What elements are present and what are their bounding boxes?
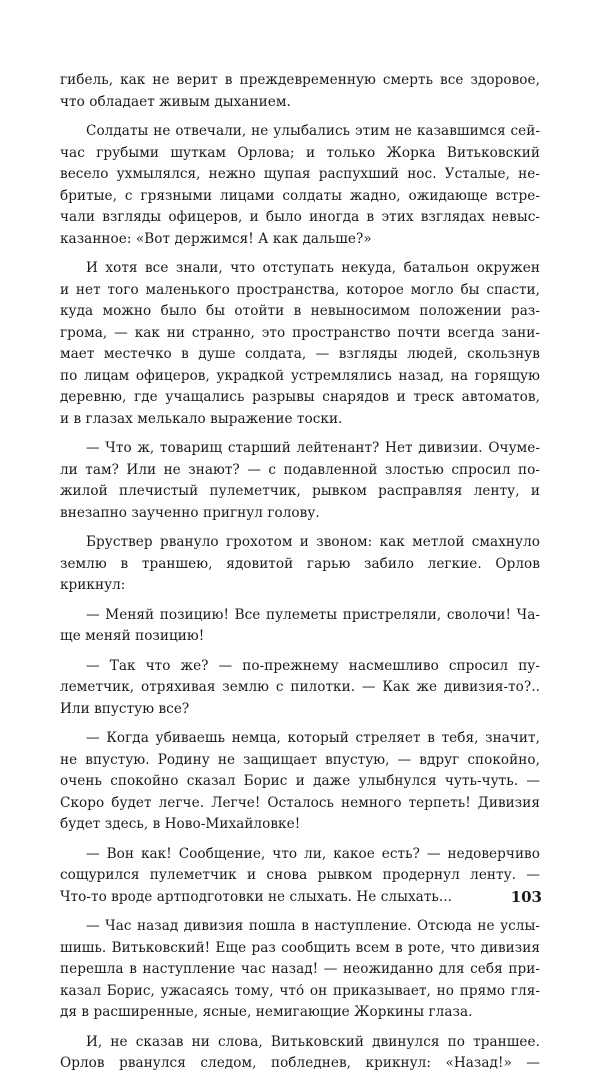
text-line: леметчик, отряхивая землю с пилотки. — Как же дивизия-то?.. — [60, 679, 540, 695]
text-line: Орлов рванулся следом, побледнев, крикнул: «Назад!» — — [60, 1055, 540, 1071]
text-line: — Что ж, товарищ старший лейтенант? Нет дивизии. Очуме- — [86, 440, 540, 456]
text-line: ще меняй позицию! — [60, 628, 205, 644]
text-line: и нет того маленького пространства, которое могло бы спасти, — [60, 281, 540, 298]
paragraph — [60, 844, 540, 909]
text-line: чали взгляды офицеров, и было иногда в этих взглядах невыс- — [60, 209, 540, 225]
text-line: Что-то вроде артподготовки не слыхать. Не слыхать... — [60, 888, 452, 905]
text-line: час грубыми шуткам Орлова; и только Жорка Витьковский — [60, 144, 540, 161]
text-line: Бруствер рвануло грохотом и звоном: как метлой смахнуло — [86, 534, 540, 550]
paragraph — [60, 728, 540, 836]
text-line: и в глазах мелькало выражение тоски. — [60, 410, 343, 427]
text-line: сощурился пулеметчик и снова рывком продернул ленту. — — [60, 867, 540, 883]
text-line: ли там? Или не знают? — с подавленной злостью спросил по- — [60, 461, 540, 478]
text-line: — Так что же? — по-прежнему насмешливо спросил пу- — [86, 657, 540, 674]
text-line: Солдаты не отвечали, не улыбались этим не казавшимся сей- — [86, 123, 540, 139]
text-line: очень спокойно сказал Борис и даже улыбнулся чуть-чуть. — — [60, 773, 540, 789]
text-line: землю в траншею, ядовитой гарью забило легкие. Орлов — [60, 555, 540, 572]
text-line: бритые, с грязными лицами солдаты жадно, ожидающе встре- — [60, 187, 540, 204]
text-line: будет здесь, в Ново-Михайловке! — [60, 816, 301, 832]
text-line: — Вон как! Сообщение, что ли, какое есть? — недоверчиво — [86, 845, 540, 862]
text-line: не впустую. Родину не защищает впустую, — вдруг спокойно, — [60, 751, 540, 768]
text-line: Скоро будет легче. Легче! Осталось немного терпеть! Дивизия — [60, 794, 540, 811]
body-text — [60, 70, 540, 1083]
text-line: жилой плечистый пулеметчик, рывком расправляя ленту, и — [60, 483, 540, 499]
paragraph — [60, 70, 540, 113]
paragraph — [60, 656, 540, 721]
page-number: 103 — [510, 888, 542, 906]
text-line: внезапно заученно пригнул голову. — [60, 504, 320, 521]
text-line: — Меняй позицию! Все пулеметы пристреляли, сволочи! Ча- — [86, 606, 540, 623]
text-line: деревню, где учащались разрывы снарядов и треск автоматов, — [60, 389, 540, 405]
text-line: мает местечко в душе солдата, — взгляды людей, скользнув — [60, 346, 540, 362]
paragraph — [60, 438, 540, 524]
text-line: дя в расширенные, ясные, немигающие Жоркины глаза. — [60, 1004, 473, 1020]
paragraph — [60, 258, 540, 430]
text-line: казал Борис, ужасаясь тому, что́ он приказывает, но прямо гля- — [60, 982, 540, 999]
paragraph — [60, 121, 540, 250]
paragraph — [60, 916, 540, 1024]
text-line: по лицам офицеров, украдкой устремлялись назад, на горящую — [60, 367, 540, 384]
text-line: казанное: «Вот держимся! А как дальше?» — [60, 230, 372, 247]
text-line: что обладает живым дыханием. — [60, 93, 291, 110]
text-line: грома, — как ни странно, это пространство почти всегда зани- — [60, 324, 540, 341]
text-line: И, не сказав ни слова, Витьковский двинулся по траншее. — [86, 1033, 540, 1050]
text-line: гибель, как не верит в преждевременную смерть все здоровое, — [60, 72, 540, 88]
text-line: куда можно было бы отойти в невыносимом положении раз- — [60, 303, 540, 319]
paragraph — [60, 532, 540, 597]
text-line: И хотя все знали, что отступать некуда, батальон окружен — [86, 260, 540, 276]
text-line: шишь. Витьковский! Еще раз сообщить всем в роте, что дивизия — [60, 939, 540, 956]
text-line: весело ухмылялся, нежно щупая распухший нос. Усталые, не- — [60, 166, 540, 182]
text-line: крикнул: — [60, 577, 126, 593]
text-line: — Когда убиваешь немца, который стреляет в тебя, значит, — [86, 730, 540, 746]
paragraph — [60, 605, 540, 648]
text-line: — Час назад дивизия пошла в наступление. Отсюда не услы- — [86, 918, 540, 934]
text-line: перешла в наступление час назад! — неожиданно для себя при- — [60, 961, 540, 977]
text-line: Или впустую все? — [60, 700, 190, 717]
paragraph — [60, 1032, 540, 1075]
